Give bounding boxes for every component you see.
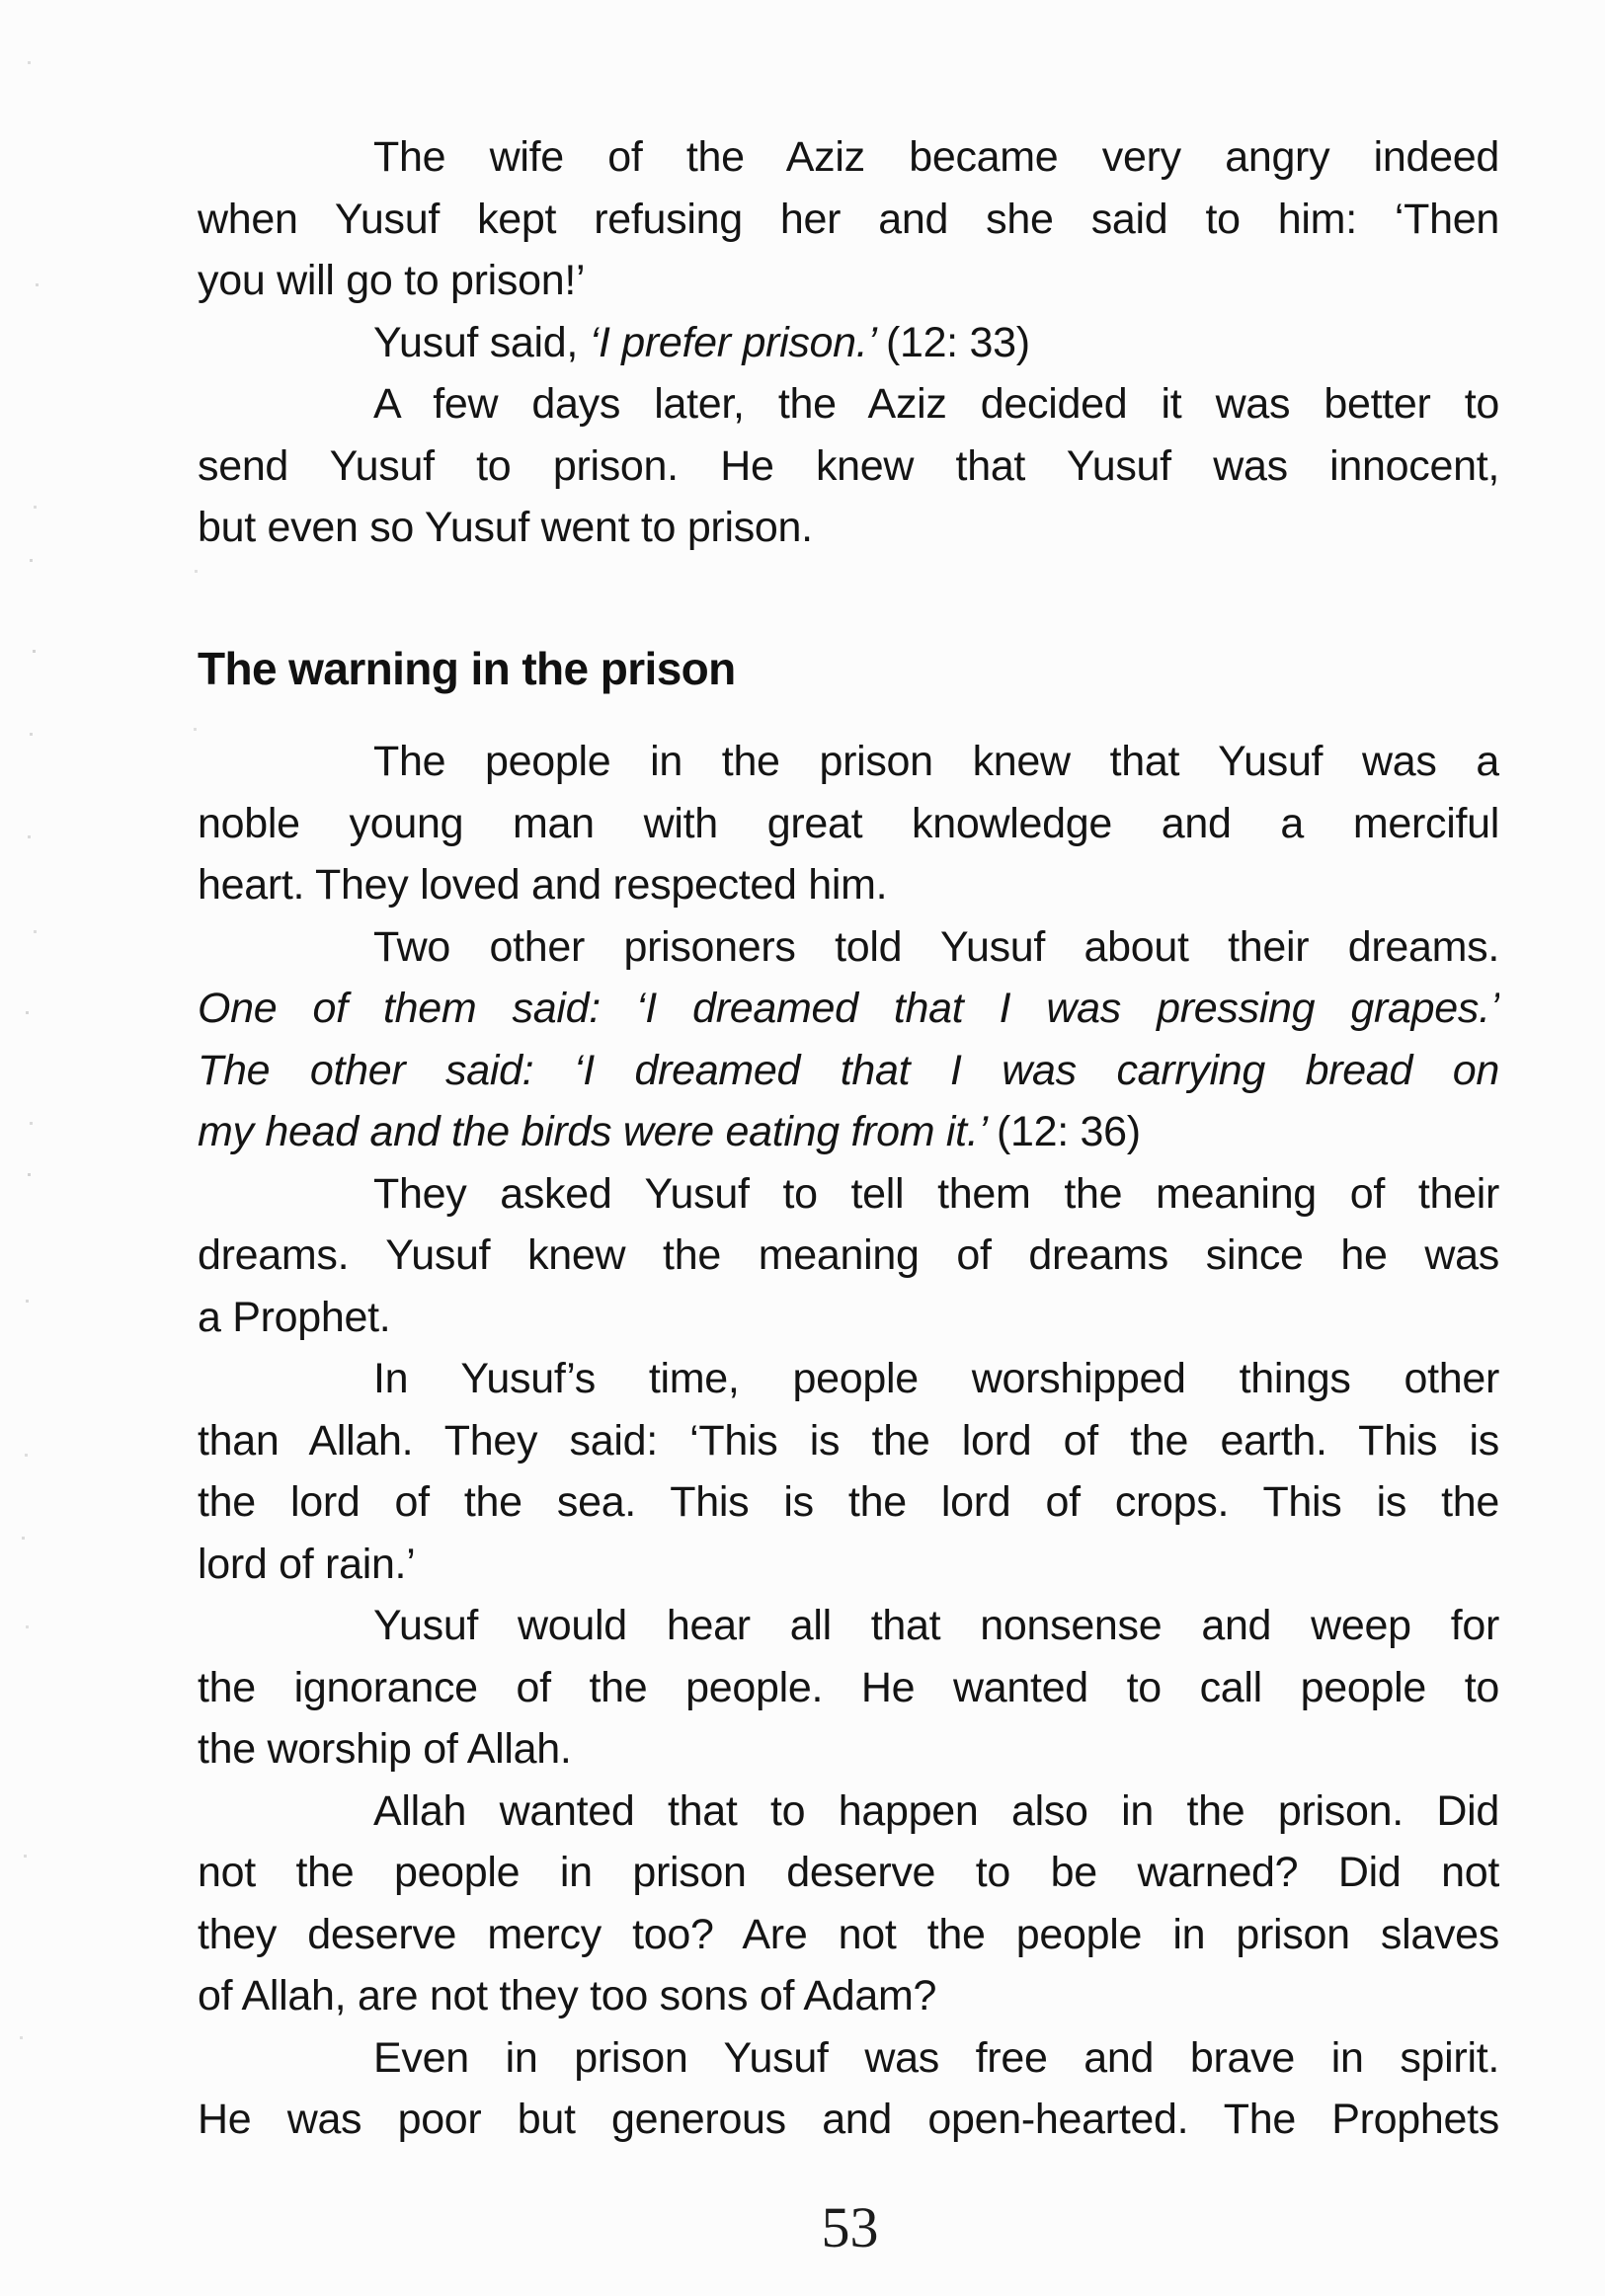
- quote-text: The other said: ‘I dreamed that I was carrying bread on: [198, 1046, 1499, 1094]
- scan-noise: [0, 0, 3, 3]
- body-segment: A few days later, the Aziz decided it was better to: [373, 380, 1499, 428]
- text-line: [198, 1718, 1499, 1781]
- text-line: [198, 1163, 1499, 1226]
- body-segment: lord of rain.’: [198, 1540, 416, 1588]
- body-segment: the lord of the sea. This is the lord of crops. This is the: [198, 1478, 1499, 1526]
- quote-text: ‘I prefer prison.’: [589, 318, 886, 366]
- body-segment: not the people in prison deserve to be warned? Did not: [198, 1849, 1499, 1896]
- body-segment: send Yusuf to prison. He knew that Yusuf was innocent,: [198, 441, 1499, 490]
- text-line: [198, 435, 1499, 498]
- text-line: [198, 250, 1499, 312]
- body-segment: Yusuf said,: [373, 318, 590, 366]
- quote-text: One of them said: ‘I dreamed that I was pressing grapes.’: [198, 985, 1499, 1032]
- text-line: [198, 793, 1499, 855]
- text-line: [198, 1842, 1499, 1904]
- text-line: [198, 1040, 1499, 1102]
- body-segment: (12: 36): [997, 1108, 1141, 1155]
- body-segment: but even so Yusuf went to prison.: [198, 504, 813, 551]
- body-segment: the worship of Allah.: [198, 1725, 572, 1773]
- text-line: [198, 126, 1499, 189]
- body-segment: The people in the prison knew that Yusuf was a: [373, 738, 1499, 785]
- body-segment: He was poor but generous and open-hearted. The Prophets: [198, 2096, 1499, 2143]
- text-line: [198, 1657, 1499, 1719]
- text-line: [198, 1348, 1499, 1410]
- body-segment: In Yusuf’s time, people worshipped things other: [373, 1355, 1499, 1402]
- body-segment: Even in prison Yusuf was free and brave in spirit.: [373, 2033, 1499, 2082]
- text-line: [198, 1965, 1499, 2027]
- body-segment: of Allah, are not they too sons of Adam?: [198, 1972, 937, 2019]
- text-line: [198, 1595, 1499, 1657]
- quote-text: my head and the birds were eating from it.’: [198, 1108, 998, 1155]
- body-segment: than Allah. They said: ‘This is the lord of the earth. This is: [198, 1416, 1499, 1465]
- text-line: [198, 1904, 1499, 1966]
- body-segment: dreams. Yusuf knew the meaning of dreams since he was: [198, 1231, 1499, 1279]
- text-line: [198, 1101, 1499, 1163]
- text-line: [198, 916, 1499, 979]
- body-segment: when Yusuf kept refusing her and she said to him: ‘Then: [198, 195, 1499, 243]
- text-line: [198, 1781, 1499, 1843]
- body-segment: they deserve mercy too? Are not the people in prison slaves: [198, 1910, 1499, 1958]
- text-line: [198, 731, 1499, 793]
- text-line: [198, 1534, 1499, 1596]
- body-segment: They asked Yusuf to tell them the meaning of their: [373, 1169, 1499, 1218]
- text-line: [198, 1471, 1499, 1534]
- paragraph-group-main: [198, 731, 1499, 2151]
- text-line: [198, 497, 1499, 559]
- text-line: [198, 373, 1499, 435]
- text-line: [198, 854, 1499, 916]
- text-line: [198, 1225, 1499, 1287]
- body-segment: Allah wanted that to happen also in the prison. Did: [373, 1786, 1499, 1835]
- text-line: [198, 189, 1499, 251]
- body-segment: noble young man with great knowledge and a merciful: [198, 799, 1499, 847]
- paragraph-group-top: [198, 126, 1499, 559]
- body-segment: Yusuf would hear all that nonsense and weep for: [373, 1602, 1499, 1649]
- body-segment: heart. They loved and respected him.: [198, 861, 888, 909]
- body-segment: you will go to prison!’: [198, 257, 586, 304]
- text-line: [198, 2089, 1499, 2151]
- body-segment: the ignorance of the people. He wanted to call people to: [198, 1663, 1499, 1711]
- text-line: [198, 1287, 1499, 1349]
- page-number: 53: [821, 2195, 879, 2259]
- text-line: [198, 312, 1499, 374]
- text-line: [198, 1410, 1499, 1472]
- body-segment: a Prophet.: [198, 1293, 391, 1341]
- body-text: [198, 126, 1499, 2151]
- text-line: [198, 2027, 1499, 2090]
- body-segment: The wife of the Aziz became very angry indeed: [373, 133, 1499, 181]
- body-segment: Two other prisoners told Yusuf about their dreams.: [373, 922, 1499, 971]
- body-segment: (12: 33): [885, 318, 1030, 366]
- section-heading: The warning in the prison: [198, 642, 736, 694]
- text-line: [198, 978, 1499, 1040]
